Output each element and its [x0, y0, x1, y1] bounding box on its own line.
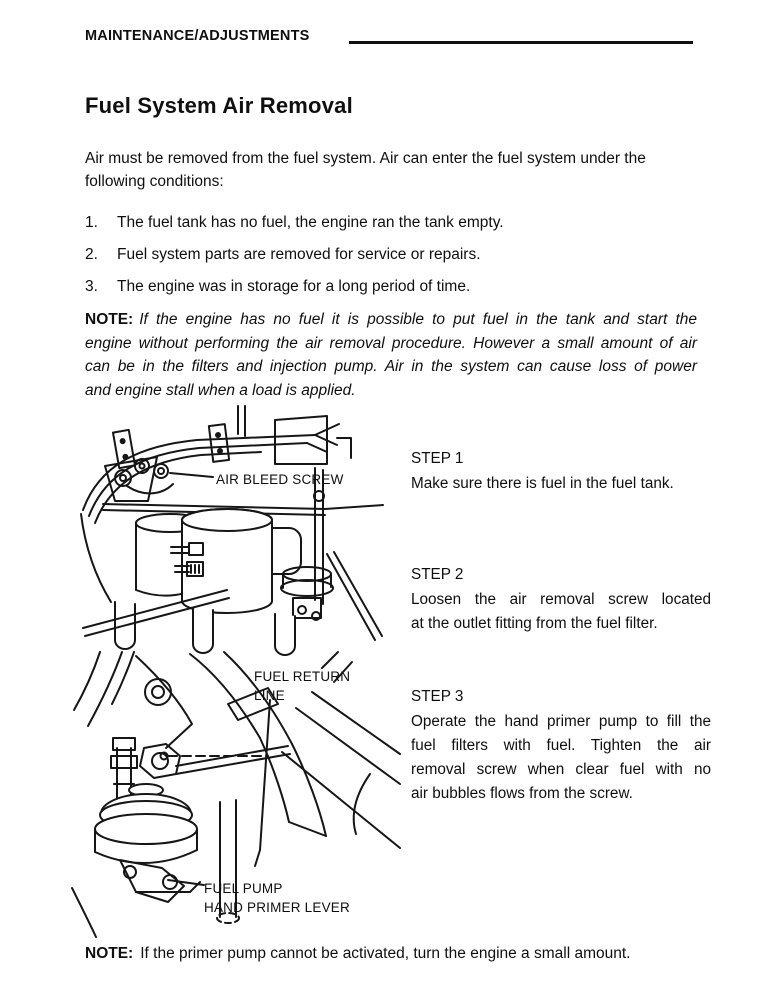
step-text — [411, 588, 711, 636]
step-heading: STEP 1 — [411, 450, 464, 467]
fuel-filter-diagram — [75, 404, 400, 652]
step-line: Loosen the air removal screw located — [411, 591, 711, 608]
condition-text: The fuel tank has no fuel, the engine ran the tank empty. — [117, 214, 504, 231]
condition-text: Fuel system parts are removed for service or repairs. — [117, 246, 481, 263]
note-line: engine without performing the air removal procedure. However a small amount of air — [85, 334, 697, 352]
intro-line: following conditions: — [85, 173, 224, 190]
condition-list — [85, 212, 699, 308]
note-line: can be in the filters and injection pump. Air in the system can cause loss of power — [85, 358, 697, 375]
label-line: FUEL PUMP — [204, 881, 283, 896]
condition-number: 3. — [85, 278, 98, 295]
label-air-bleed-screw: AIR BLEED SCREW — [216, 472, 344, 487]
step-text — [411, 710, 711, 806]
label-line: FUEL RETURN — [254, 669, 351, 684]
label-fuel-return-line — [254, 667, 350, 705]
step-line: Make sure there is fuel in the fuel tank. — [411, 475, 674, 492]
step-line: fuel filters with fuel. Tighten the air — [411, 737, 711, 754]
condition-item — [85, 276, 699, 298]
step-line: at the outlet fitting from the fuel filter. — [411, 615, 658, 632]
note-text: If the primer pump cannot be activated, turn the engine a small amount. — [140, 945, 631, 962]
step-line: air bubbles flows from the screw. — [411, 785, 633, 802]
note-top — [85, 308, 697, 402]
page-title: Fuel System Air Removal — [85, 93, 353, 118]
condition-item — [85, 244, 699, 266]
label-line: LINE — [254, 688, 285, 703]
note-line — [85, 308, 697, 332]
condition-number: 1. — [85, 214, 98, 231]
note-label: NOTE: — [85, 945, 134, 962]
note-bottom — [85, 942, 725, 965]
step-text — [411, 472, 711, 496]
intro-line: Air must be removed from the fuel system. Air can enter the fuel system under the — [85, 150, 646, 167]
note-text: If the engine has no fuel it is possible to put fuel in the tank and start the — [139, 311, 697, 328]
label-fuel-pump-hand-primer-lever — [204, 879, 350, 917]
intro-paragraph — [85, 147, 699, 193]
step-1 — [411, 448, 711, 496]
note-label: NOTE: — [85, 311, 134, 328]
header-rule — [349, 41, 693, 44]
step-heading: STEP 3 — [411, 688, 464, 705]
step-line: Operate the hand primer pump to fill the — [411, 713, 711, 730]
step-heading: STEP 2 — [411, 566, 464, 583]
step-2 — [411, 564, 711, 636]
condition-number: 2. — [85, 246, 98, 263]
note-line: and engine stall when a load is applied. — [85, 381, 356, 399]
step-line: removal screw when clear fuel with no — [411, 761, 711, 778]
step-3 — [411, 686, 711, 806]
condition-item — [85, 212, 699, 234]
label-line: HAND PRIMER LEVER — [204, 900, 350, 915]
section-header: MAINTENANCE/ADJUSTMENTS — [85, 28, 310, 44]
condition-text: The engine was in storage for a long period of time. — [117, 278, 471, 295]
